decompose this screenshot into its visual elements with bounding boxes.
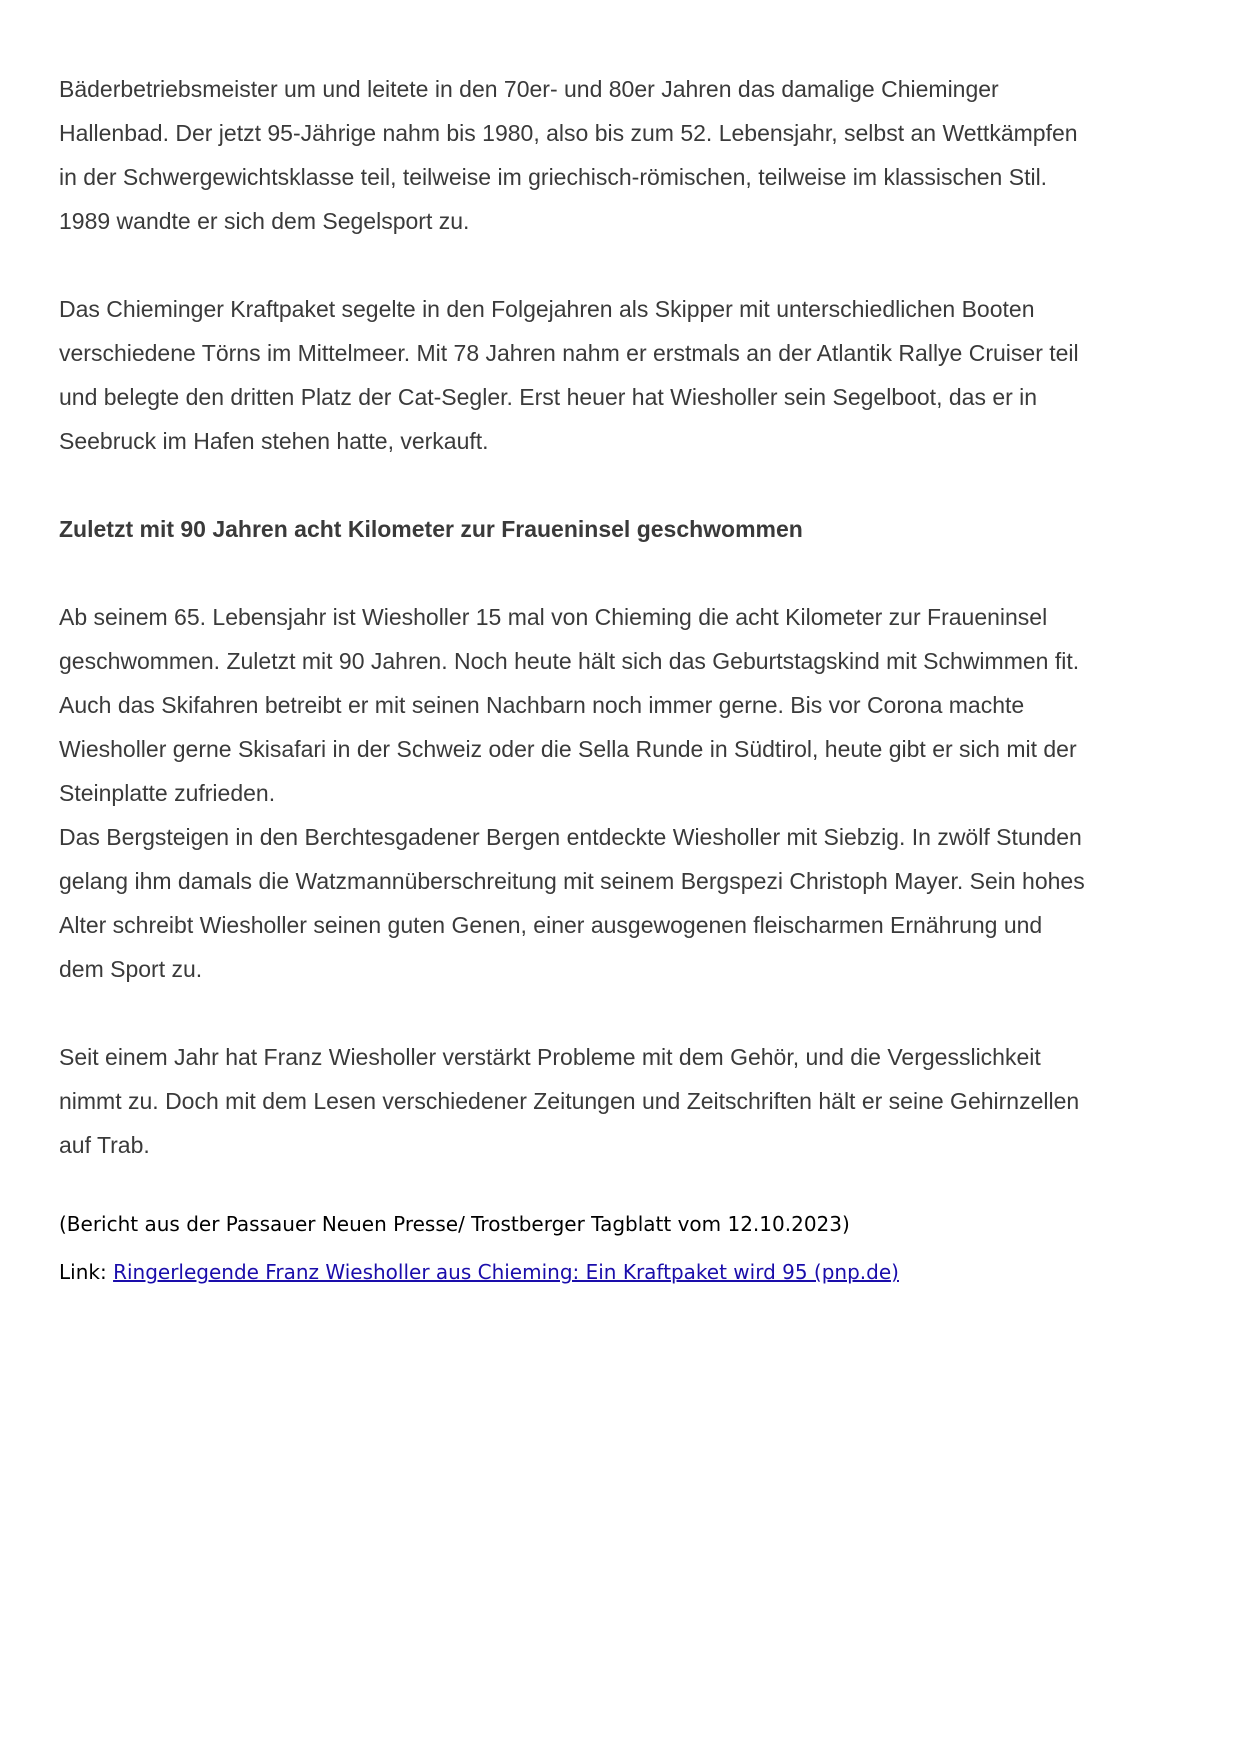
paragraph-spacer — [59, 991, 1189, 1035]
paragraph-career: Bäderbetriebsmeister um und leitete in den 70er- und 80er Jahren das damalige Chieminger Hallenbad. Der jetzt 95-Jährige nahm bis 1980, also bis zum 52. Lebensjahr, selbst an Wettkämpfen in der Schwergewichtsklasse teil, teilweise im griechisch-römischen, teilweise im klassischen Stil. 1989 wandte er sich dem Segelsport zu. — [59, 76, 1078, 234]
source-link-line — [59, 1258, 1189, 1286]
link-prefix: Link: — [59, 1260, 114, 1284]
section-heading: Zuletzt mit 90 Jahren acht Kilometer zur Fraueninsel geschwommen — [59, 516, 803, 542]
source-section — [59, 1210, 1189, 1306]
paragraph-spacer — [59, 243, 1189, 287]
source-note: (Bericht aus der Passauer Neuen Presse/ Trostberger Tagblatt vom 12.10.2023) — [59, 1212, 850, 1236]
paragraph-spacer — [59, 463, 1189, 507]
article-link[interactable]: Ringerlegende Franz Wiesholler aus Chieming: Ein Kraftpaket wird 95 (pnp.de) — [113, 1260, 899, 1284]
article-body — [59, 67, 1189, 1167]
paragraph-mountaineering: Das Bergsteigen in den Berchtesgadener Bergen entdeckte Wiesholler mit Siebzig. In zwölf Stunden gelang ihm damals die Watzmannüberschreitung mit seinem Bergspezi Christoph Mayer. Sein hohes Alter schreibt Wiesholler seinen guten Genen, einer ausgewogenen fleischarmen Ernährung und dem Sport zu. — [59, 824, 1085, 982]
paragraph-health: Seit einem Jahr hat Franz Wiesholler verstärkt Probleme mit dem Gehör, und die Vergesslichkeit nimmt zu. Doch mit dem Lesen verschiedener Zeitungen und Zeitschriften hält er seine Gehirnzellen auf Trab. — [59, 1044, 1080, 1158]
paragraph-swimming: Ab seinem 65. Lebensjahr ist Wiesholler 15 mal von Chieming die acht Kilometer zur Fraueninsel geschwommen. Zuletzt mit 90 Jahren. Noch heute hält sich das Geburtstagskind mit Schwimmen fit. Auch das Skifahren betreibt er mit seinen Nachbarn noch immer gerne. Bis vor Corona machte Wiesholler gerne Skisafari in der Schweiz oder die Sella Runde in Südtirol, heute gibt er sich mit der Steinplatte zufrieden. — [59, 604, 1080, 806]
paragraph-sailing: Das Chieminger Kraftpaket segelte in den Folgejahren als Skipper mit unterschiedlichen Booten verschiedene Törns im Mittelmeer. Mit 78 Jahren nahm er erstmals an der Atlantik Rallye Cruiser teil und belegte den dritten Platz der Cat-Segler. Erst heuer hat Wiesholler sein Segelboot, das er in Seebruck im Hafen stehen hatte, verkauft. — [59, 296, 1079, 454]
paragraph-spacer — [59, 551, 1189, 595]
